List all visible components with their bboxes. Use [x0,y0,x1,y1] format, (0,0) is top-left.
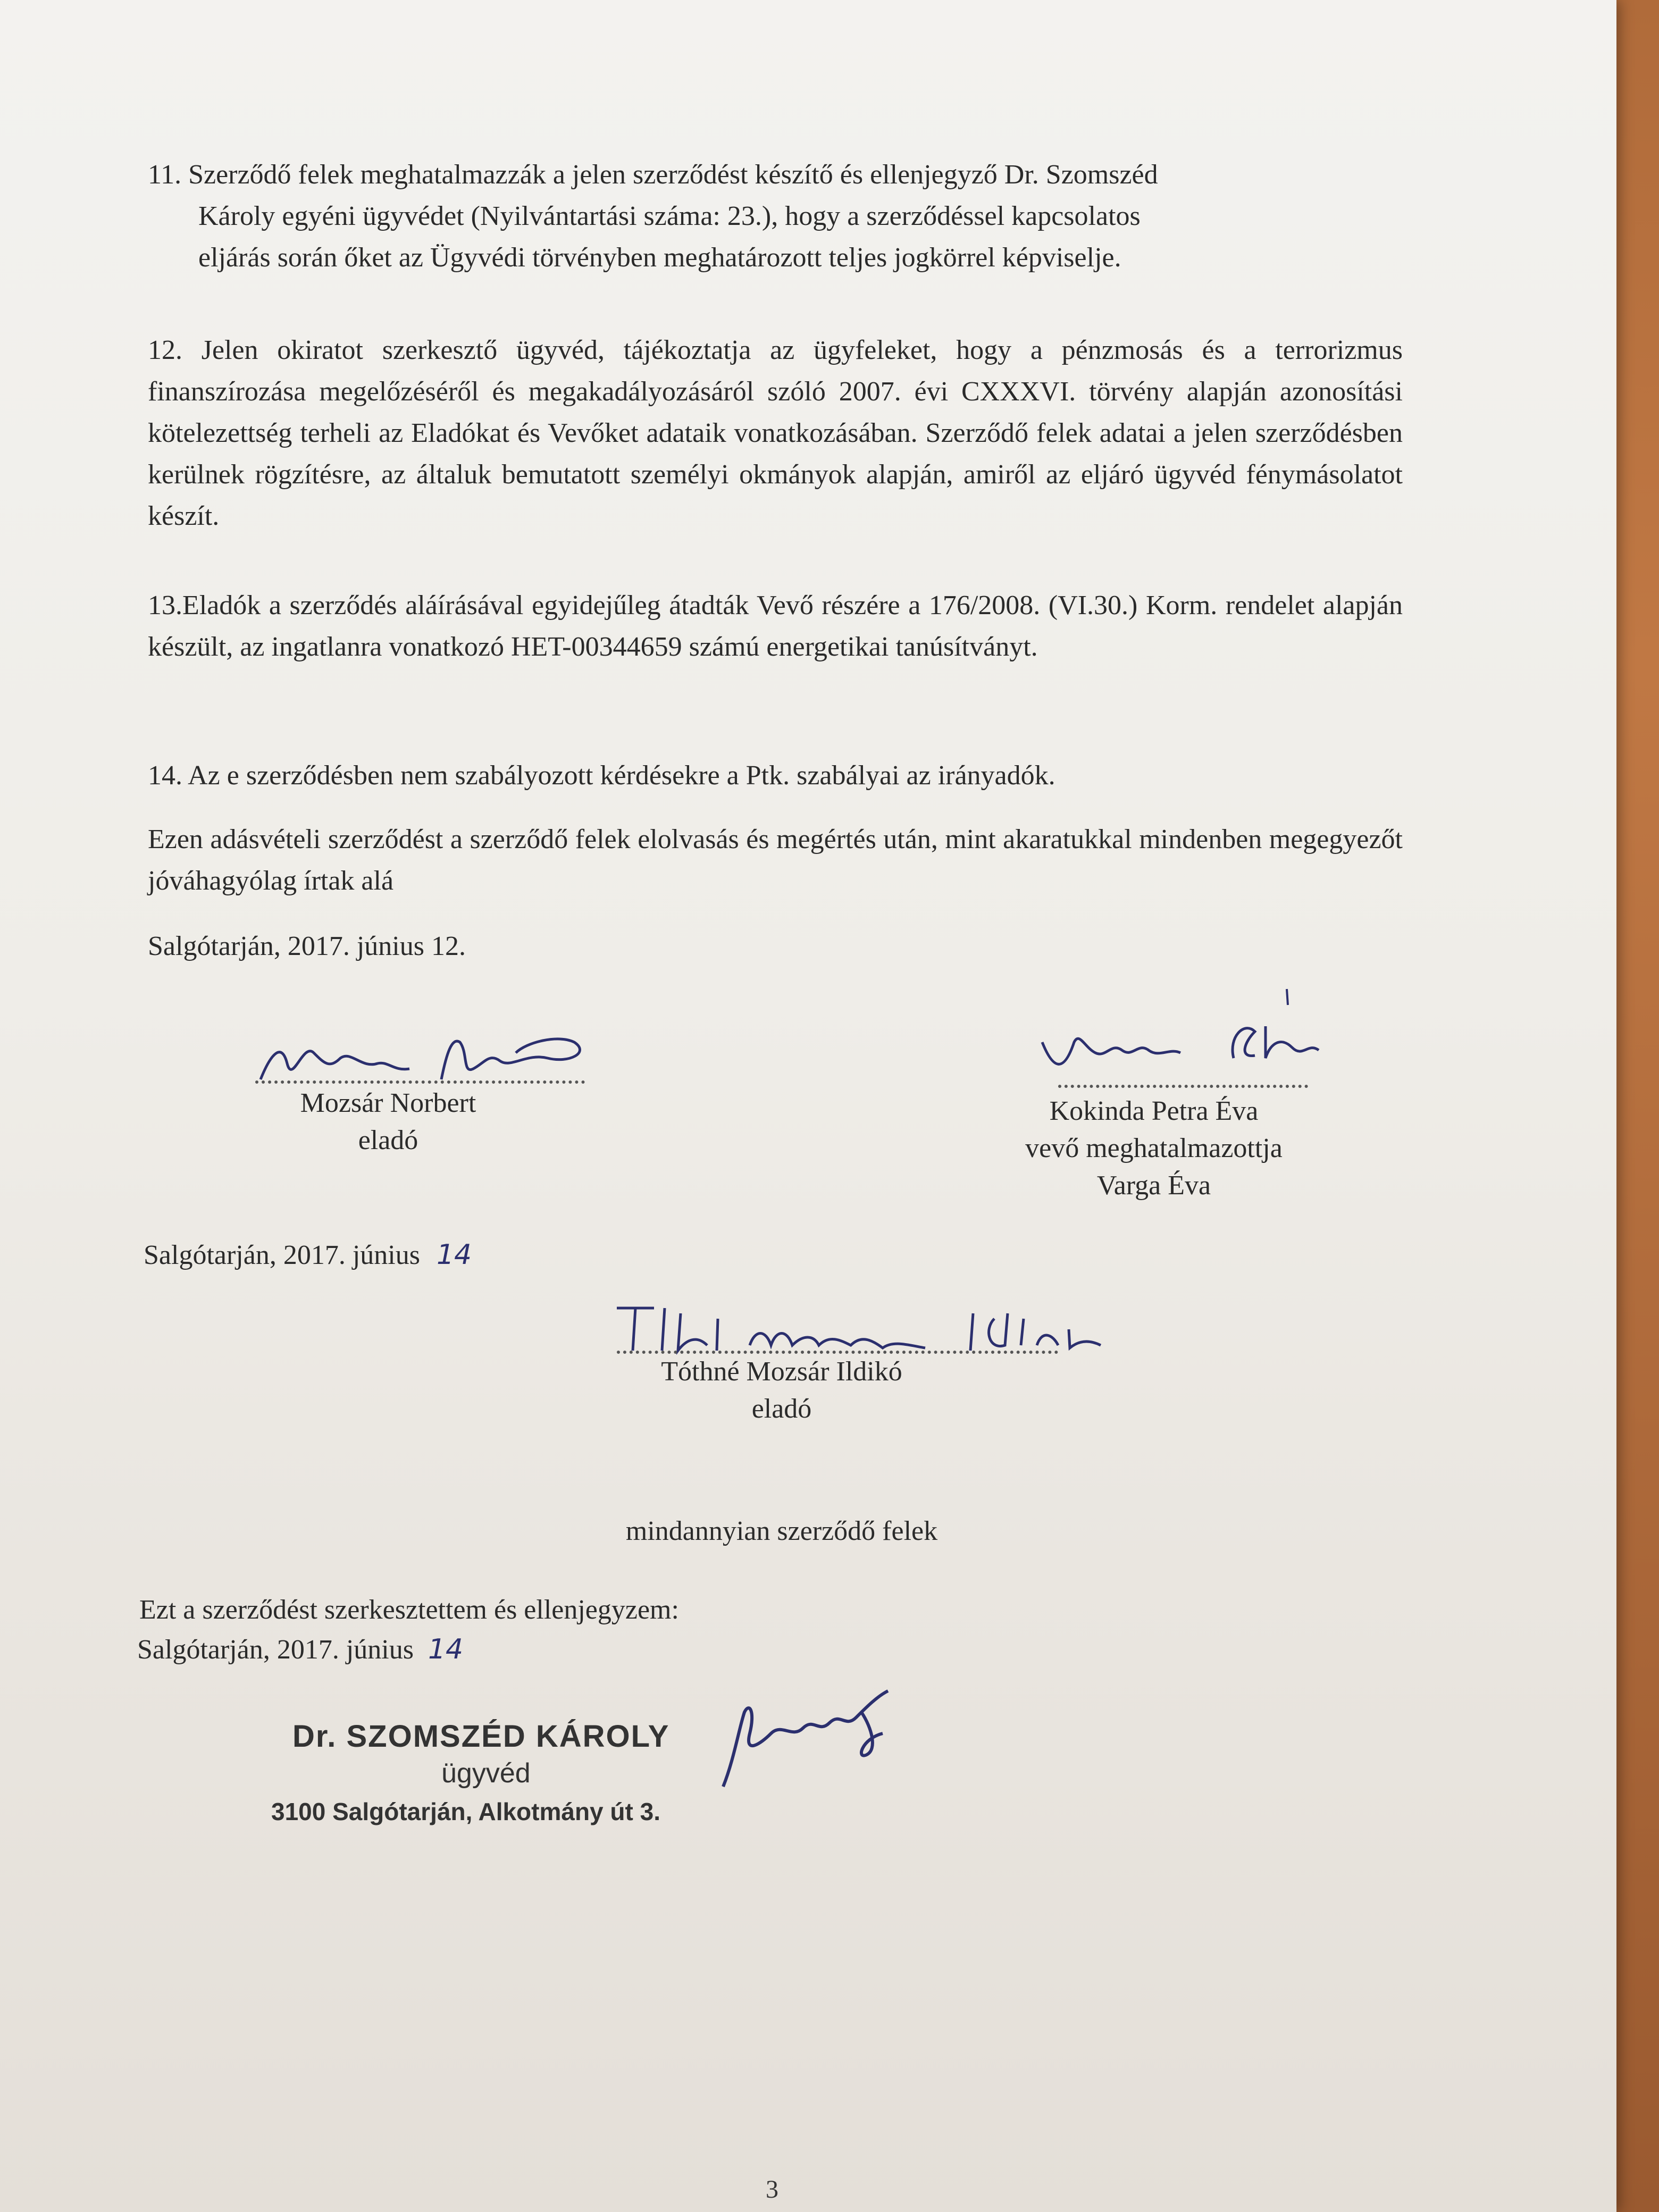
paragraph-11-line-2: Károly egyéni ügyvédet (Nyilvántartási száma: 23.), hogy a szerződéssel kapcsolatos [198,201,1141,231]
page-number: 3 [766,2175,778,2203]
signature-line-left [255,1080,585,1084]
paragraph-13: 13.Eladók a szerződés aláírásával egyidejűleg átadták Vevő részére a 176/2008. (VI.30.) Korm. rendelet alapján készült, az ingatlanra vonatkozó HET-00344659 számú energetikai tanúsítványt. [148,590,1403,662]
signatory-2-role: eladó [751,1394,812,1424]
lawyer-note: Ezt a szerződést szerkesztettem és ellenjegyzem: [139,1595,679,1625]
closing-paragraph: Ezen adásvételi szerződést a szerződő felek elolvasás és megértés után, mint akaratukkal mindenben megegyezőt jóváhagyólag írtak alá [148,824,1403,896]
signatory-2-name: Tóthné Mozsár Ildikó [661,1356,902,1387]
paragraph-11-line-3: eljárás során őket az Ügyvédi törvényben meghatározott teljes jogkörrel képviselje. [198,242,1121,273]
signatory-right-role: vevő meghatalmazottja [1025,1133,1283,1163]
paragraph-14: 14. Az e szerződésben nem szabályozott kérdésekre a Ptk. szabályai az irányadók. [148,760,1055,791]
paragraph-12: 12. Jelen okiratot szerkesztő ügyvéd, tájékoztatja az ügyfeleket, hogy a pénzmosás és a terrorizmus finanszírozása megelőzéséről és megakadályozásáról szóló 2007. évi CXXXVI. törvény alapján azonosítási kötelezettség terheli az Eladókat és Vevőket adataik vonatkozásában. Szerződő felek adatai a jelen szerződésben kerülnek rögzítésre, az általuk bemutatott személyi okmányok alapján, amiről az eljáró ügyvéd fénymásolatot készít. [148,335,1403,531]
place-date-3-text: Salgótarján, 2017. június [137,1635,414,1665]
place-date-1: Salgótarján, 2017. június 12. [148,931,466,961]
signatory-left-name: Mozsár Norbert [300,1088,476,1118]
place-date-2-handwritten-day: 14 [436,1239,472,1271]
signature-line-2 [617,1351,1058,1354]
signatory-left-role: eladó [358,1125,418,1155]
stamp-title: ügyvéd [441,1758,531,1789]
paragraph-11 [148,154,1403,279]
signatory-right-sub: Varga Éva [1096,1170,1211,1201]
paragraph-11-line-1: 11. Szerződő felek meghatalmazzák a jelen szerződést készítő és ellenjegyző Dr. Szomszéd [148,160,1158,190]
signature-lawyer [713,1680,915,1797]
place-date-2-text: Salgótarján, 2017. június [144,1240,420,1270]
signature-line-right [1058,1085,1308,1088]
all-parties-label: mindannyian szerződő felek [625,1516,938,1546]
place-date-2 [144,1239,472,1271]
signature-varga-eva [1032,984,1351,1079]
place-date-3-handwritten-day: 14 [428,1633,464,1665]
stamp-name: Dr. SZOMSZÉD KÁROLY [292,1719,670,1754]
signatory-right-name: Kokinda Petra Éva [1049,1096,1259,1126]
signature-mozsar-norbert [250,1021,611,1095]
stamp-address: 3100 Salgótarján, Alkotmány út 3. [271,1798,660,1825]
place-date-3 [137,1633,463,1665]
